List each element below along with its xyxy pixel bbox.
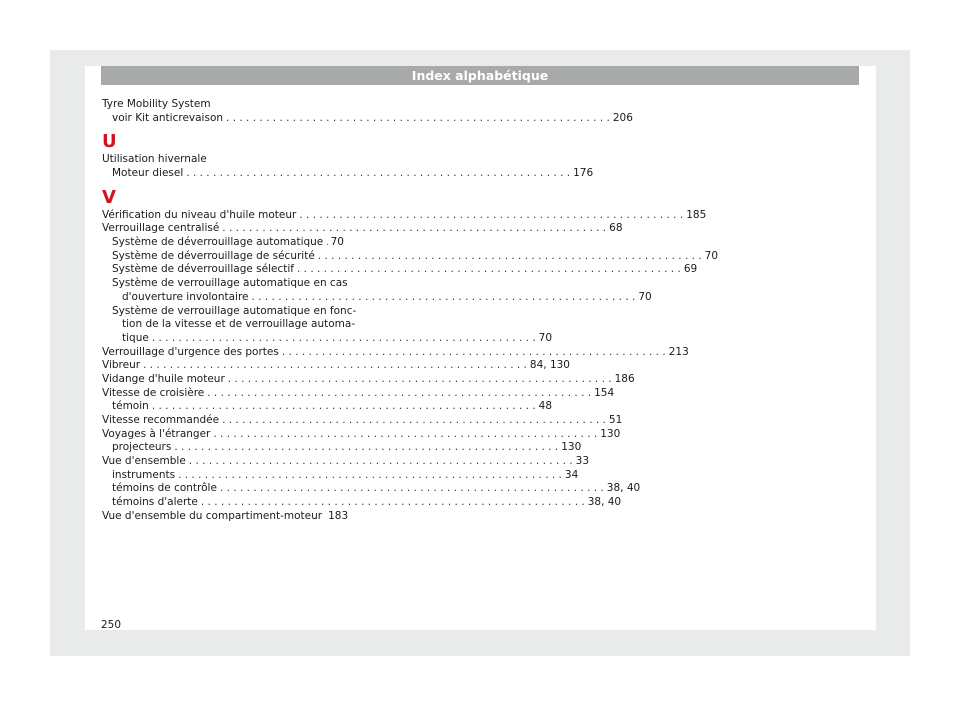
index-entry: Vérification du niveau d'huile moteur . . . 185 bbox=[102, 209, 344, 223]
index-subentry: témoins de contrôle . . . 38, 40 bbox=[102, 483, 344, 497]
index-subentry: Système de déverrouillage de sécurité . . . 70 bbox=[102, 250, 344, 264]
index-entry-tyre-mobility: Tyre Mobility System bbox=[102, 98, 211, 110]
index-subentry: instruments . . . 34 bbox=[102, 469, 344, 483]
index-entry: Verrouillage centralisé . . . 68 bbox=[102, 222, 344, 236]
index-subentry: Système de déverrouillage sélectif . . . 69 bbox=[102, 264, 344, 278]
index-subentry: voir Kit anticrevaison . . . 206 bbox=[102, 112, 344, 126]
index-entry-utilisation-hivernale: Utilisation hivernale bbox=[102, 153, 207, 166]
index-entry: Vibreur . . . 84, 130 bbox=[102, 359, 344, 373]
index-entry: Vue d'ensemble du compartiment-moteur 183 bbox=[102, 509, 349, 522]
index-subentry: d'ouverture involontaire . . . 70 bbox=[102, 291, 344, 305]
index-entry: Vitesse de croisière . . . 154 bbox=[102, 387, 344, 401]
page-title: Index alphabétique bbox=[101, 66, 859, 85]
section-letter-v: V bbox=[102, 186, 116, 208]
index-subentry: Système de déverrouillage automatique . . . 70 bbox=[102, 236, 344, 250]
index-subentry: tique . . . 70 bbox=[102, 332, 344, 346]
index-subentry: témoin . . . 48 bbox=[102, 400, 344, 414]
index-subentry-line: tion de la vitesse et de verrouillage automa- bbox=[122, 318, 356, 331]
index-entry: Verrouillage d'urgence des portes . . . 213 bbox=[102, 346, 344, 360]
section-letter-u: U bbox=[102, 131, 117, 153]
index-entry: Vue d'ensemble . . . 33 bbox=[102, 455, 344, 469]
page-number: 250 bbox=[101, 619, 122, 631]
index-subentry: Moteur diesel . . . 176 bbox=[102, 167, 344, 181]
index-subentry-line: Système de verrouillage automatique en fonc- bbox=[112, 304, 357, 317]
index-subentry: projecteurs . . . 130 bbox=[102, 441, 344, 455]
index-entry: Vidange d'huile moteur . . . 186 bbox=[102, 373, 344, 387]
index-subentry: témoins d'alerte . . . 38, 40 bbox=[102, 496, 344, 510]
index-entry: Voyages à l'étranger . . . 130 bbox=[102, 428, 344, 442]
index-subentry-line: Système de verrouillage automatique en cas bbox=[112, 277, 348, 290]
index-column bbox=[102, 98, 719, 524]
index-entry: Vitesse recommandée . . . 51 bbox=[102, 414, 344, 428]
